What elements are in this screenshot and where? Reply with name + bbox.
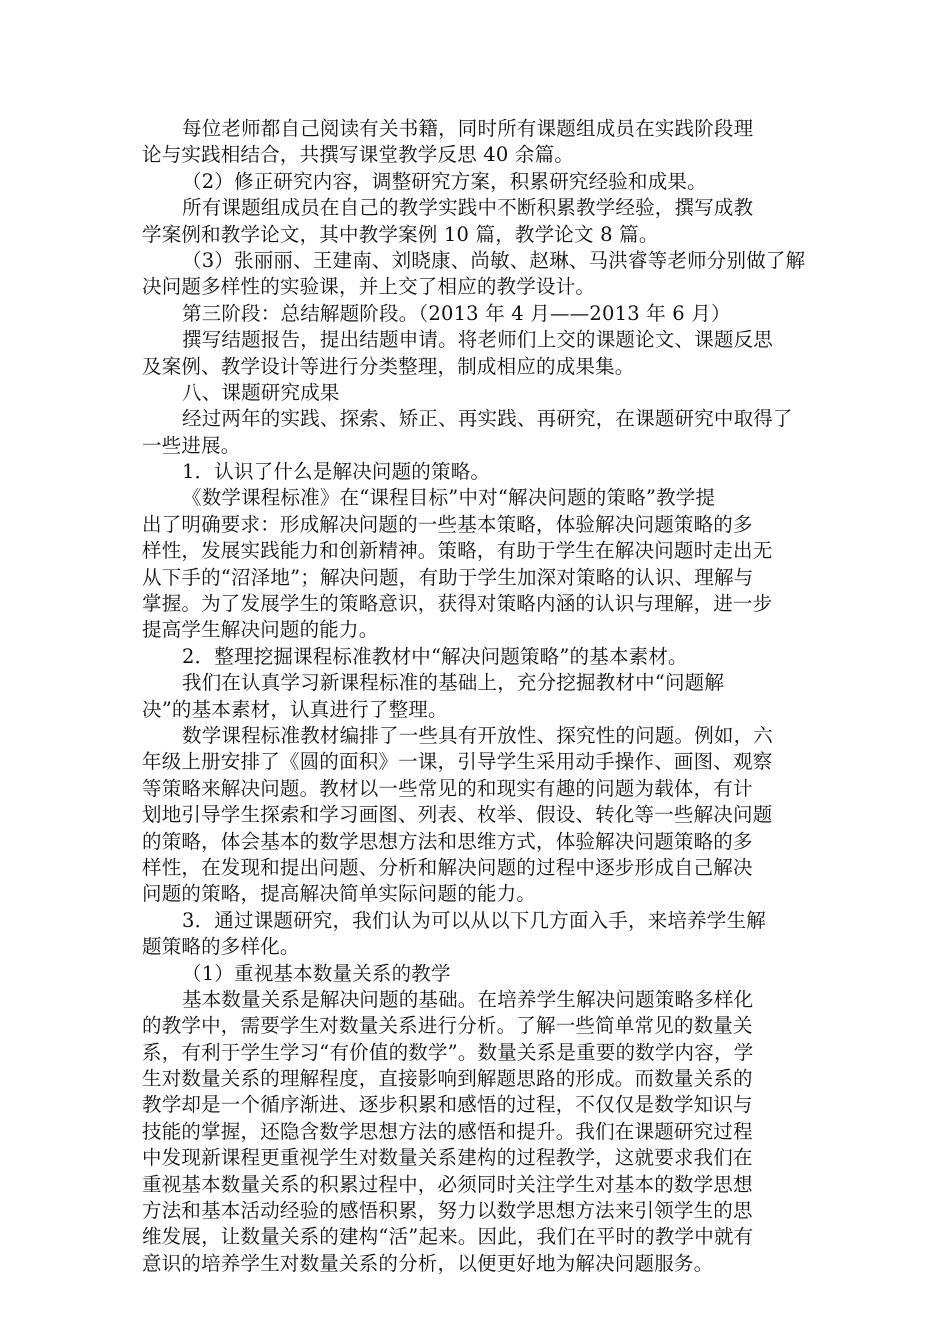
text-line: （3）张丽丽、王建南、刘晓康、尚敏、赵琳、马洪睿等老师分别做了解 xyxy=(182,248,806,272)
text-line: 一些进展。 xyxy=(142,433,241,457)
text-line: （1）重视基本数量关系的教学 xyxy=(182,961,451,985)
text-line: 教学却是一个循序渐进、逐步积累和感悟的过程，不仅仅是数学知识与 xyxy=(142,1093,753,1117)
text-line: 的策略，体会基本的数学思想方法和思维方式，体验解决问题策略的多 xyxy=(142,829,753,853)
text-line: 3．通过课题研究，我们认为可以从以下几方面入手，来培养学生解 xyxy=(182,908,766,932)
text-line: 年级上册安排了《圆的面积》一课，引导学生采用动手操作、画图、观察 xyxy=(142,750,773,774)
text-line: 第三阶段：总结解题阶段。（2013 年 4 月——2013 年 6 月） xyxy=(182,301,731,325)
text-line: 样性，在发现和提出问题、分析和解决问题的过程中逐步形成自己解决 xyxy=(142,855,753,879)
text-line: 所有课题组成员在自己的教学实践中不断积累教学经验，撰写成教 xyxy=(182,196,754,220)
text-line: 提高学生解决问题的能力。 xyxy=(142,618,379,642)
text-line: 划地引导学生探索和学习画图、列表、枚举、假设、转化等一些解决问题 xyxy=(142,803,773,827)
text-line: 基本数量关系是解决问题的基础。在培养学生解决问题策略多样化 xyxy=(182,987,754,1011)
text-line: 《数学课程标准》在“课程目标”中对“解决问题的策略”教学提 xyxy=(182,486,716,510)
text-line: 论与实践相结合，共撰写课堂教学反思 40 余篇。 xyxy=(142,143,575,167)
text-line: 重视基本数量关系的积累过程中，必须同时关注学生对基本的数学思想 xyxy=(142,1172,753,1196)
text-line: 方法和基本活动经验的感悟积累，努力以数学思想方法来引领学生的思 xyxy=(142,1199,753,1223)
text-line: 等策略来解决问题。教材以一些常见的和现实有趣的问题为载体，有计 xyxy=(142,776,753,800)
text-line: 我们在认真学习新课程标准的基础上，充分挖掘教材中“问题解 xyxy=(182,671,725,695)
text-line: 1．认识了什么是解决问题的策略。 xyxy=(182,460,491,484)
text-line: 技能的掌握，还隐含数学思想方法的感悟和提升。我们在课题研究过程 xyxy=(142,1119,753,1143)
text-line: 学案例和教学论文，其中教学案例 10 篇，教学论文 8 篇。 xyxy=(142,222,659,246)
text-line: 生对数量关系的理解程度，直接影响到解题思路的形成。而数量关系的 xyxy=(142,1067,753,1091)
document-page xyxy=(142,116,810,1277)
text-line: （2）修正研究内容，调整研究方案，积累研究经验和成果。 xyxy=(182,169,707,193)
text-line: 决问题多样性的实验课，并上交了相应的教学设计。 xyxy=(142,275,596,299)
text-line: 经过两年的实践、探索、矫正、再实践、再研究，在课题研究中取得了 xyxy=(182,407,793,431)
text-line: 中发现新课程更重视学生对数量关系建构的过程教学，这就要求我们在 xyxy=(142,1146,753,1170)
text-line: 问题的策略，提高解决简单实际问题的能力。 xyxy=(142,882,537,906)
text-line: 撰写结题报告，提出结题申请。将老师们上交的课题论文、课题反思 xyxy=(182,328,774,352)
text-line: 系，有利于学生学习“有价值的数学”。数量关系是重要的数学内容，学 xyxy=(142,1040,754,1064)
text-line: 八、课题研究成果 xyxy=(182,380,340,404)
text-line: 维发展，让数量关系的建构“活”起来。因此，我们在平时的教学中就有 xyxy=(142,1225,754,1249)
text-line: 数学课程标准教材编排了一些具有开放性、探究性的问题。例如，六 xyxy=(182,723,774,747)
text-line: 样性，发展实践能力和创新精神。策略，有助于学生在解决问题时走出无 xyxy=(142,539,773,563)
text-line: 出了明确要求：形成解决问题的一些基本策略，体验解决问题策略的多 xyxy=(142,512,753,536)
text-line: 从下手的“沼泽地”；解决问题，有助于学生加深对策略的认识、理解与 xyxy=(142,565,754,589)
text-line: 决”的基本素材，认真进行了整理。 xyxy=(142,697,448,721)
text-line: 的教学中，需要学生对数量关系进行分析。了解一些简单常见的数量关 xyxy=(142,1014,753,1038)
text-line: 掌握。为了发展学生的策略意识，获得对策略内涵的认识与理解，进一步 xyxy=(142,592,773,616)
text-line: 每位老师都自己阅读有关书籍，同时所有课题组成员在实践阶段理 xyxy=(182,117,754,140)
text-line: 题策略的多样化。 xyxy=(142,935,300,959)
text-line: 2．整理挖掘课程标准教材中“解决问题策略”的基本素材。 xyxy=(182,644,688,668)
text-line: 意识的培养学生对数量关系的分析，以便更好地为解决问题服务。 xyxy=(142,1251,714,1275)
text-line: 及案例、教学设计等进行分类整理，制成相应的成果集。 xyxy=(142,354,635,378)
